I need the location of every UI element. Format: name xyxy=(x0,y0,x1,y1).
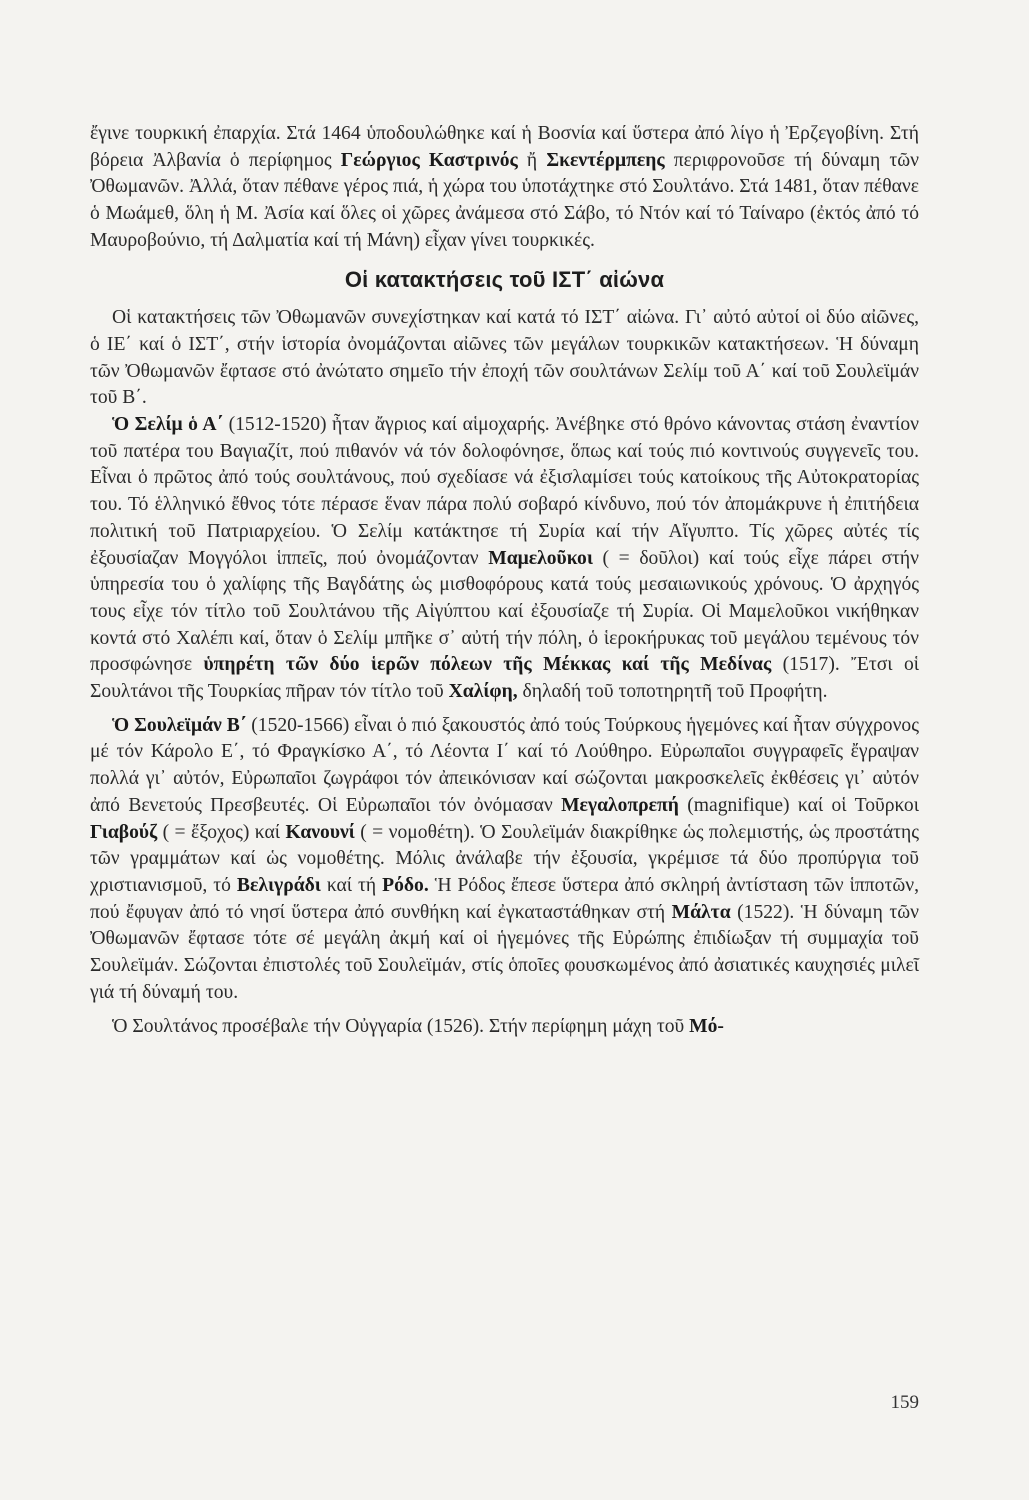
bold-term: Μεγαλοπρεπή xyxy=(561,794,679,816)
bold-term: Κανουνί xyxy=(285,821,355,843)
section-heading: Οἱ κατακτήσεις τοῦ ΙΣΤ΄ αἰώνα xyxy=(344,266,665,292)
bold-term: Χαλίφη, xyxy=(448,681,518,703)
text-run: Ὁ Σουλτάνος προσέβαλε τήν Οὐγγαρία (1526). Στήν περίφημη μάχη τοῦ xyxy=(112,1015,690,1037)
bold-term: Ὁ Σουλεϊμάν Β΄ xyxy=(112,714,247,736)
bold-term: ὑπηρέτη τῶν δύο ἱερῶν πόλεων τῆς Μέκκας καί τῆς Μεδίνας xyxy=(203,654,772,676)
text-run: (1522). Ἡ δύναμη τῶν Ὀθωμανῶν ἔφτασε τότε σέ μεγάλη ἀκμή καί οἱ ἡγεμόνες τῆς Εὐρώπης ἐπιδίωξαν τή συμμαχία τοῦ Σουλεϊμάν. Σώζονται ἐπιστολές τοῦ Σουλεϊμάν, στίς ὁποῖες φουσκωμένος ἀπό ἀσιατικές καυχησιές μιλεῖ γιά τή δύναμή του. xyxy=(90,901,920,1003)
bold-term: Γεώργιος Καστρινός xyxy=(340,149,518,171)
text-run: περιφρονοῦσε τή δύναμη τῶν Ὀθωμανῶν. Ἀλλά, ὅταν πέθανε γέρος πιά, ἡ χώρα του ὑποτάχτηκε στό Σουλτάνο. Στά 1481, ὅταν πέθανε ὁ Μωάμεθ, ὅλη ἡ Μ. Ἀσία καί ὅλες οἱ χῶρες ἀνάμεσα στό Σάβο, τό Ντόν καί τό Ταίναρο (ἐκτός ἀπό τό Μαυροβούνιο, τή Δαλματία καί τή Μάνη) εἶχαν γίνει τουρκικές. xyxy=(90,149,920,251)
bold-term: Γιαβούζ xyxy=(90,821,158,843)
text-run: (1517). Ἔτσι οἱ Σουλτάνοι τῆς Τουρκίας πῆραν τόν τίτλο τοῦ xyxy=(90,654,920,703)
body-text xyxy=(90,121,919,1040)
bold-term: Ρόδο. xyxy=(382,874,429,896)
text-run: (1512-1520) ἦταν ἄγριος καί αἱμοχαρής. Ἀνέβηκε στό θρόνο κάνοντας στάση ἐναντίον τοῦ πατέρα του Βαγιαζίτ, πού πιθανόν νά τόν δολοφόνησε, ὅπως καί τούς πιό κοντινούς συγγενεῖς του. Εἶναι ὁ πρῶτος ἀπό τούς σουλτάνους, πού σχεδίασε νά ἐξισλαμίσει τούς κατοίκους τῆς Αὐτοκρατορίας του. Τό ἑλληνικό ἔθνος τότε πέρασε ἕναν πάρα πολύ σοβαρό κίνδυνο, πού τόν ἀπομάκρυνε ἡ ἐπιτήδεια πολιτική τοῦ Πατριαρχείου. Ὁ Σελίμ κατάκτησε τή Συρία καί τήν Αἴγυπτο. Τίς χῶρες αὐτές τίς ἐξουσίαζαν Μογγόλοι ἱππεῖς, πού ὀνομάζονταν xyxy=(90,414,919,569)
bold-term: Μαμελοῦκοι xyxy=(488,547,593,569)
text-run: (1520-1566) εἶναι ὁ πιό ξακουστός ἀπό τούς Τούρκους ἡγεμόνες καί ἦταν σύγχρονος μέ τόν Κάρολο Ε΄, τό Φραγκίσκο Α΄, τό Λέοντα Ι΄ καί τό Λούθηρο. Εὐρωπαῖοι συγγραφεῖς ἔγραψαν πολλά γι᾽ αὐτόν, Εὐρωπαῖοι ζωγράφοι τόν ἀπεικόνισαν καί σώζονται μακροσκελεῖς ἐκθέσεις γι᾽ αὐτόν ἀπό Βενετούς Πρεσβευτές. Οἱ Εὐρωπαῖοι τόν ὀνόμασαν xyxy=(90,714,919,816)
bold-term: Σκεντέρμπεης xyxy=(546,149,665,171)
bold-term: Μό- xyxy=(689,1015,724,1037)
paragraph-1: Οἱ κατακτήσεις τῶν Ὀθωμανῶν συνεχίστηκαν καί κατά τό ΙΣΤ΄ αἰώνα. Γι᾽ αὐτό αὐτοί οἱ δύο αἰῶνες, ὁ ΙΕ΄ καί ὁ ΙΣΤ΄, στήν ἱστορία ὀνομάζονται αἰῶνες τῶν μεγάλων τουρκικῶν κατακτήσεων. Ἡ δύναμη τῶν Ὀθωμανῶν ἔφτασε στό ἀνώτατο σημεῖο τήν ἐποχή τῶν σουλτάνων Σελίμ τοῦ Α΄ καί τοῦ Σουλεϊμάν τοῦ Β΄. xyxy=(90,307,919,409)
text-run: ( = δοῦλοι) καί τούς εἶχε πάρει στήν ὑπηρεσία του ὁ χαλίφης τῆς Βαγδάτης ὡς μισθοφόρους κατά τούς μεσαιωνικούς χρόνους. Ὁ ἀρχηγός τους εἶχε τόν τίτλο τοῦ Σουλτάνου τῆς Αἰγύπτου καί ἐξουσίαζε τή Συρία. Οἱ Μαμελοῦκοι νικήθηκαν κοντά στό Χαλέπι καί, ὅταν ὁ Σελίμ μπῆκε σ᾽ αὐτή τήν πόλη, ὁ ἱεροκήρυκας τοῦ μεγάλου τεμένους τόν προσφώνησε xyxy=(90,547,920,676)
paragraph-4 xyxy=(90,1014,919,1041)
text-run: ( = ἔξοχος) καί xyxy=(157,821,286,843)
text-run: ἔγινε τουρκική ἐπαρχία. Στά 1464 ὑποδουλώθηκε καί ἡ Βοσνία καί ὕστερα ἀπό λίγο ἡ Ἐρζεγοβίνη. Στή βόρεια Ἀλβανία ὁ περίφημος xyxy=(90,123,919,171)
text-run: δηλαδή τοῦ τοποτηρητῆ τοῦ Προφήτη. xyxy=(517,681,828,703)
text-run: ( = νομοθέτη). Ὁ Σουλεϊμάν διακρίθηκε ὡς πολεμιστής, ὡς προστάτης τῶν γραμμάτων καί ὡς νομοθέτης. Μόλις ἀνάλαβε τήν ἐξουσία, γκρέμισε τά δύο προπύργια τοῦ χριστιανισμοῦ, τό xyxy=(90,821,919,896)
paragraph-3 xyxy=(90,713,919,1007)
text-run: (magnifique) καί οἱ Τοῦρκοι xyxy=(678,794,919,816)
bold-term: Βελιγράδι xyxy=(236,874,321,896)
bold-term: Ὁ Σελίμ ὁ Α΄ xyxy=(112,414,224,436)
paragraph-2 xyxy=(90,412,919,706)
text-run: Ἡ Ρόδος ἔπεσε ὕστερα ἀπό σκληρή ἀντίσταση τῶν ἱπποτῶν, πού ἔφυγαν ἀπό τό νησί ὕστερα ἀπό συνθήκη καί ἐγκαταστάθηκαν στή xyxy=(90,874,919,923)
bold-term: Μάλτα xyxy=(671,901,731,923)
intro-paragraph xyxy=(90,121,919,255)
text-run: ἤ xyxy=(517,149,547,171)
text-run: καί τή xyxy=(320,874,383,896)
page-number: 159 xyxy=(890,1392,919,1413)
